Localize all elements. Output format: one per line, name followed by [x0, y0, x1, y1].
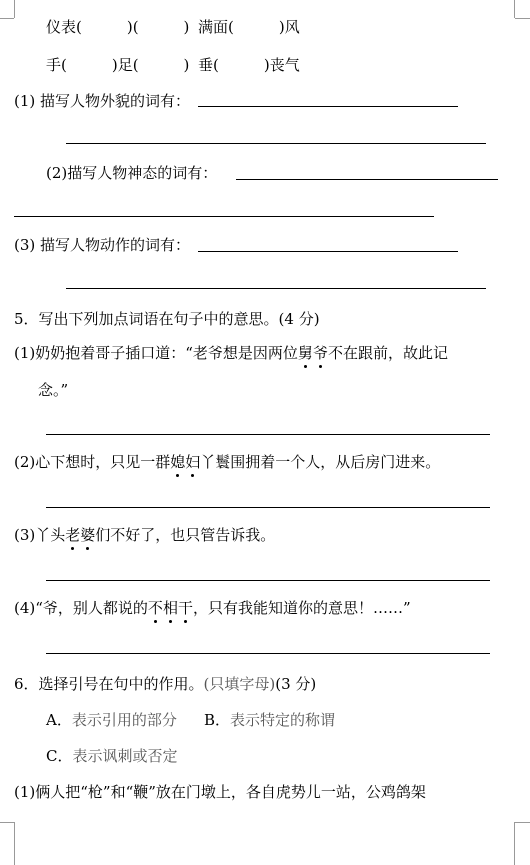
- dotted-word: [298, 344, 328, 362]
- section-5-item-1-continued: 念。”: [38, 381, 69, 399]
- question-appearance-label: (1) 描写人物外貌的词有：: [14, 92, 191, 110]
- emphasis-char: 干: [177, 599, 193, 617]
- answer-line[interactable]: [46, 434, 490, 435]
- emphasis-char: 老: [65, 526, 81, 544]
- section-5-item-4: (4)“爷，别人都说的不相干，只有我能知道你的意思！……”: [14, 599, 411, 617]
- fill-letter-hint: (只填字母): [203, 675, 276, 693]
- crop-mark-top-left-v: [14, 0, 15, 18]
- option-c: C．表示讽刺或否定: [46, 747, 178, 765]
- section-5-item-2: (2)心下想时，只见一群媳妇丫鬟围拥着一个人，从后房门进来。: [14, 453, 441, 471]
- emphasis-char: 婆: [80, 526, 96, 544]
- question-action-label: (3) 描写人物动作的词有：: [14, 236, 191, 254]
- answer-line[interactable]: [198, 251, 458, 252]
- crop-mark-bottom-right-v: [514, 822, 515, 865]
- idiom-row1-left: 仪表( )( ): [46, 18, 190, 36]
- answer-line[interactable]: [46, 580, 490, 581]
- answer-line[interactable]: [66, 288, 486, 289]
- answer-line[interactable]: [236, 179, 498, 180]
- section-6-heading: 6．选择引号在句中的作用。(只填字母)(3 分): [14, 675, 317, 693]
- emphasis-char: 舅: [297, 344, 313, 362]
- answer-line[interactable]: [198, 106, 458, 107]
- crop-mark-top-right-h: [515, 18, 530, 19]
- section-5-item-1: (1)奶奶抱着哥子插口道：“老爷想是因两位舅爷不在跟前，故此记: [14, 344, 448, 362]
- dotted-word: [65, 526, 95, 544]
- answer-line[interactable]: [14, 216, 434, 217]
- answer-line[interactable]: [46, 507, 490, 508]
- section-6-item-1: (1)俩人把“枪”和“鞭”放在门墩上，各自虎势儿一站，公鸡鸽架: [14, 783, 426, 801]
- idiom-row1-right: 满面( )风: [198, 18, 300, 36]
- section-5-heading: 5．写出下列加点词语在句子中的意思。(4 分): [14, 310, 320, 328]
- crop-mark-top-right-v: [514, 0, 515, 18]
- emphasis-char: 相: [162, 599, 178, 617]
- crop-mark-top-left-h: [0, 18, 14, 19]
- answer-line[interactable]: [66, 143, 486, 144]
- emphasis-char: 妇: [185, 453, 201, 471]
- answer-line[interactable]: [46, 653, 490, 654]
- option-b: B．表示特定的称谓: [204, 711, 336, 729]
- crop-mark-bottom-right-h: [515, 822, 530, 823]
- idiom-row2-right: 垂( )丧气: [198, 56, 300, 74]
- dotted-word: [170, 453, 200, 471]
- emphasis-char: 媳: [170, 453, 186, 471]
- section-5-item-3: (3)丫头老婆们不好了，也只管告诉我。: [14, 526, 276, 544]
- crop-mark-bottom-left-v: [14, 822, 15, 865]
- option-a: A．表示引用的部分: [46, 711, 177, 729]
- idiom-row2-left: 手( )足( ): [46, 56, 190, 74]
- dotted-word: [148, 599, 193, 617]
- question-expression-label: (2)描写人物神态的词有：: [46, 164, 218, 182]
- crop-mark-bottom-left-h: [0, 822, 14, 823]
- emphasis-char: 不: [147, 599, 163, 617]
- emphasis-char: 爷: [312, 344, 328, 362]
